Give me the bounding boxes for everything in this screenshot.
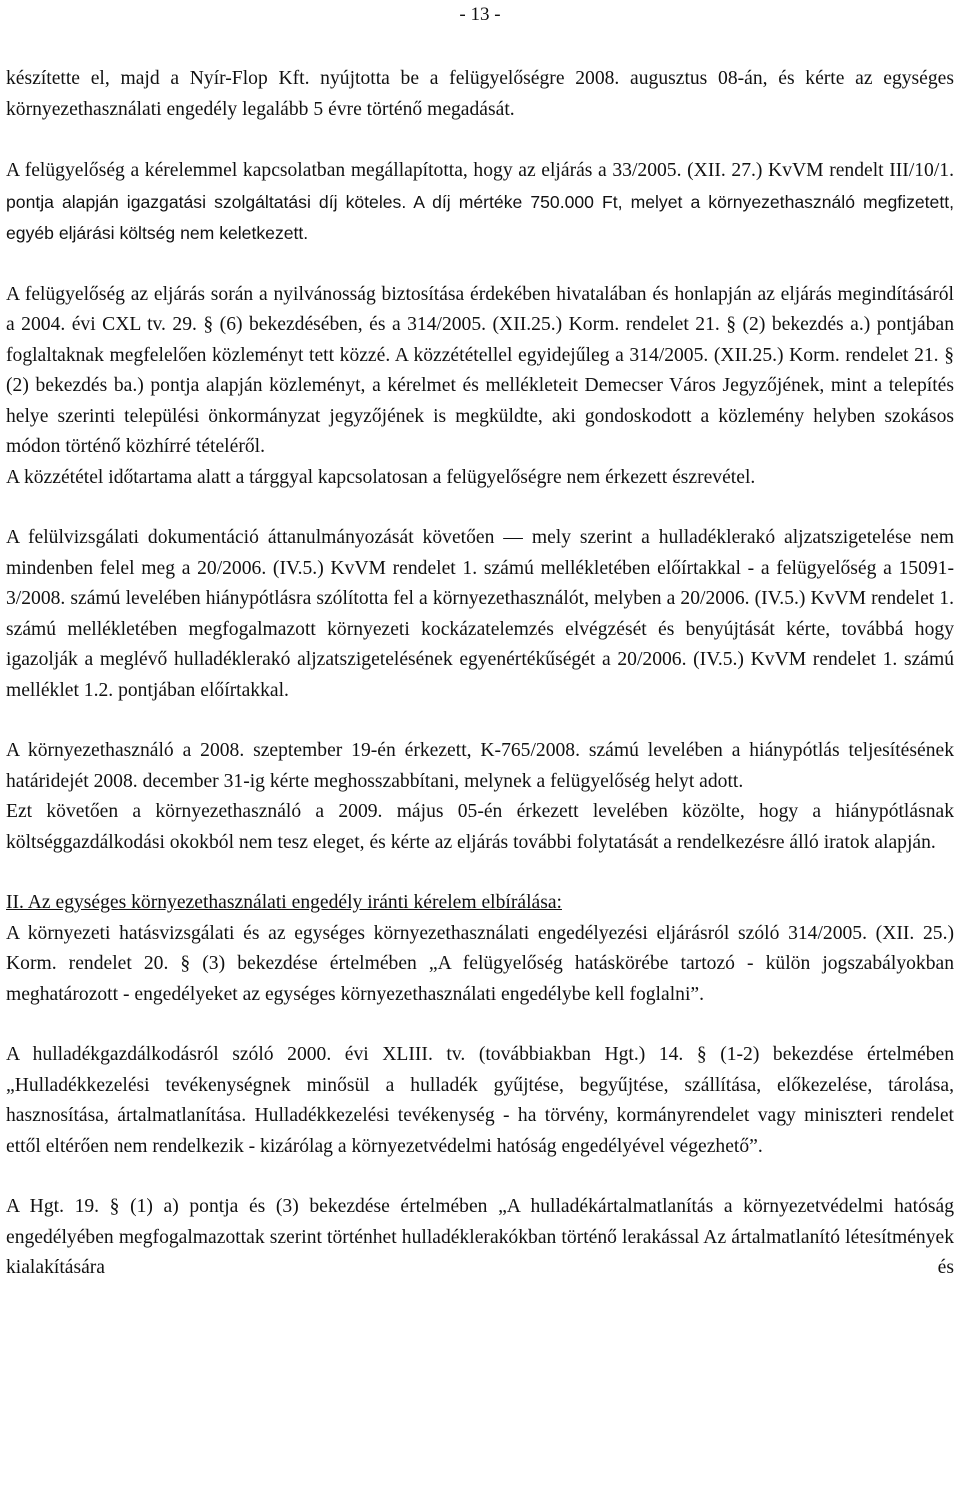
paragraph-7: Ezt követően a környezethasználó a 2009. május 05-én érkezett levelében közölte, hogy a hiánypótlásnak költséggazdálkodási okokból nem tesz eleget, és kérte az eljárás további folytatását a rendelkezésre álló iratok alapján. <box>6 801 954 853</box>
paragraph-8: A környezeti hatásvizsgálati és az egységes környezethasználati engedélyezési eljárásról szóló 314/2005. (XII. 25.) Korm. rendelet 20. § (3) bekezdése értelmében „A felügyelőség hatáskörébe tartozó - külön jogszabályokban meghatározott - engedélyeket az egységes környezethasználati engedélybe kell foglalni”. <box>6 922 954 1005</box>
paragraph-2-part-1: A felügyelőség a kérelemmel kapcsolatban megállapította, hogy az eljárás a 33/2005. (XII. 27.) KvVM rendelt III/10/1. <box>6 160 954 181</box>
paragraph-9: A hulladékgazdálkodásról szóló 2000. évi XLIII. tv. (továbbiakban Hgt.) 14. § (1-2) bekezdése értelmében „Hulladékkezelési tevékenységnek minősül a hulladék gyűjtése, begyűjtése, szállítása, előkezelése, tárolása, hasznosítása, ártalmatlanítása. Hulladékkezelési tevékenység - ha törvény, kormányrendelet vagy miniszteri rendelet ettől eltérően nem rendelkezik - kizárólag a környezetvédelmi hatóság engedélyével végezhető”. <box>6 1044 954 1157</box>
paragraph-4: A közzététel időtartama alatt a tárggyal kapcsolatosan a felügyelőségre nem érkezett észrevétel. <box>6 466 756 488</box>
paragraph-6: A környezethasználó a 2008. szeptember 19-én érkezett, K-765/2008. számú levelében a hiánypótlás teljesítésének határidejét 2008. december 31-ig kérte meghosszabbítani, melynek a felügyelőség helyt adott. <box>6 740 954 792</box>
paragraph-10: A Hgt. 19. § (1) a) pontja és (3) bekezdése értelmében „A hulladékártalmatlanítás a környezetvédelmi hatóság engedélyében megfogalmazottak szerint történhet hulladéklerakókban történő lerakással Az ártalmatlanító létesítmények kialakítására és <box>6 1196 954 1278</box>
paragraph-2 <box>6 155 954 250</box>
paragraph-5: A felülvizsgálati dokumentáció áttanulmányozását követően — mely szerint a hulladéklerakó aljzatszigetelése nem mindenben felel meg a 20/2006. (IV.5.) KvVM rendelet 1. számú mellékletében előírtakkal - a felügyelőség a 15091-3/2008. számú levelében hiánypótlásra szólította fel a környezethasználót, melyben a 20/2006. (IV.5.) KvVM rendelet 1. számú mellékletében megfogalmazott környezeti kockázatelemzés elvégzését és benyújtását kérte, továbbá hogy igazolják a meglévő hulladéklerakó aljzatszigetelésének egyenértékűségét a 20/2006. (IV.5.) KvVM rendelet 1. számú melléklet 1.2. pontjában előírtakkal. <box>6 527 954 701</box>
page-number: - 13 - <box>459 4 501 25</box>
paragraph-2-part-2: pontja alapján igazgatási szolgáltatási díj köteles. A díj mértéke 750.000 Ft, melyet a környezethasználó megfizetett, egyéb eljárási költség nem keletkezett. <box>6 191 954 243</box>
document-body <box>6 64 954 1284</box>
section-heading: II. Az egységes környezethasználati engedély iránti kérelem elbírálása: <box>6 892 562 913</box>
paragraph-1: készítette el, majd a Nyír-Flop Kft. nyújtotta be a felügyelőségre 2008. augusztus 08-án, és kérte az egységes környezethasználati engedély legalább 5 évre történő megadását. <box>6 68 954 120</box>
paragraph-3: A felügyelőség az eljárás során a nyilvánosság biztosítása érdekében hivatalában és honlapján az eljárás megindításáról a 2004. évi CXL tv. 29. § (6) bekezdésében, és a 314/2005. (XII.25.) Korm. rendelet 21. § (2) bekezdés a.) pontjában foglaltaknak megfelelően közleményt tett közzé. A közzététellel egyidejűleg a 314/2005. (XII.25.) Korm. rendelet 21. § (2) bekezdés ba.) pontja alapján közleményt, a kérelmet és mellékleteit Demecser Város Jegyzőjének, mint a telepítés helye szerinti települési önkormányzat jegyzőjének is megküldte, aki gondoskodott a közlemény helyben szokásos módon történő közhírré tételéről. <box>6 283 954 457</box>
